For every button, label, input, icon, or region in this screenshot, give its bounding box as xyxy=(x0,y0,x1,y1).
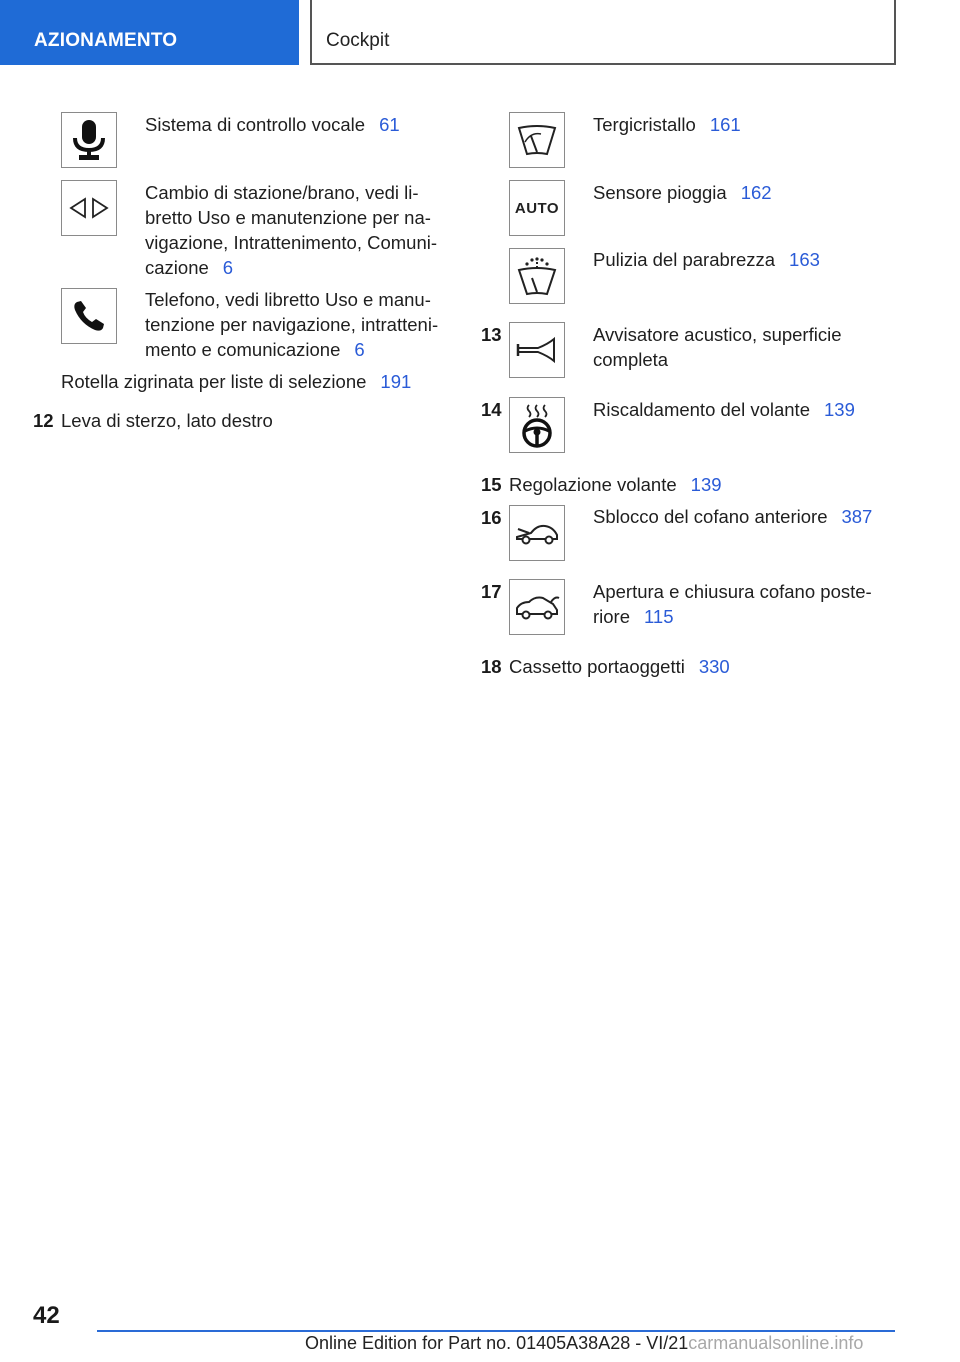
tailgate-entry: Apertura e chiusura cofano poste- riore 115 xyxy=(593,581,872,627)
page-link[interactable]: 139 xyxy=(690,474,722,495)
glovebox-entry: Cassetto portaoggetti 330 xyxy=(509,656,730,677)
chapter-tab[interactable] xyxy=(310,0,896,65)
item-number-13: 13 xyxy=(481,324,502,345)
item-number-14: 14 xyxy=(481,399,502,420)
page-link[interactable]: 6 xyxy=(354,339,365,360)
footer-divider xyxy=(97,1330,895,1332)
page-link[interactable]: 61 xyxy=(379,114,400,135)
station-arrows-icon xyxy=(61,180,117,236)
chapter-title: Cockpit xyxy=(326,30,390,51)
voice-control-entry: Sistema di controllo vocale 61 xyxy=(145,114,400,135)
page-link[interactable]: 163 xyxy=(789,249,820,270)
item-number-15: 15 xyxy=(481,474,502,495)
horn-entry: Avvisatore acustico, superficie completa xyxy=(593,324,842,370)
wiper-icon xyxy=(509,112,565,168)
rain-sensor-entry: Sensore pioggia 162 xyxy=(593,182,772,203)
watermark: carmanualsonline.info xyxy=(688,1333,864,1353)
heated-steering-wheel-entry: Riscaldamento del volante 139 xyxy=(593,399,855,420)
section-title: AZIONAMENTO xyxy=(34,30,178,51)
auto-icon: AUTO xyxy=(509,180,565,236)
washer-icon xyxy=(509,248,565,304)
page-link[interactable]: 6 xyxy=(222,257,234,278)
heated-steering-wheel-icon xyxy=(509,397,565,453)
page-link[interactable]: 387 xyxy=(841,506,873,527)
windshield-washer-entry: Pulizia del parabrezza 163 xyxy=(593,249,820,270)
phone-entry: Telefono, vedi libretto Uso e manu- tenzione per navigazione, intratteni- mento e comunicazione 6 xyxy=(145,289,439,360)
steering-adjustment-entry: Regolazione volante 139 xyxy=(509,474,722,495)
page-link[interactable]: 330 xyxy=(698,656,730,677)
item-number-16: 16 xyxy=(481,507,502,528)
item-number-18: 18 xyxy=(481,656,502,677)
horn-icon xyxy=(509,322,565,378)
page-link[interactable]: 115 xyxy=(644,606,674,627)
steering-lever-entry: Leva di sterzo, lato destro xyxy=(61,410,273,431)
page-link[interactable]: 161 xyxy=(709,114,741,135)
page-link[interactable]: 139 xyxy=(824,399,855,420)
page-number: 42 xyxy=(33,1302,60,1329)
footer-edition: Online Edition for Part no. 01405A38A28 - VI/21carmanualsonline.info xyxy=(305,1333,864,1353)
item-number-17: 17 xyxy=(481,581,502,602)
microphone-icon xyxy=(61,112,117,168)
station-change-entry: Cambio di stazione/brano, vedi li- bretto Uso e manutenzione per na- vigazione, Intrattenimento, Comuni- cazione 6 xyxy=(145,182,438,278)
page-link[interactable]: 191 xyxy=(380,371,412,392)
section-tab[interactable] xyxy=(0,0,299,65)
thumbwheel-entry: Rotella zigrinata per liste di selezione 191 xyxy=(61,371,412,392)
front-hood-icon xyxy=(509,505,565,561)
front-hood-entry: Sblocco del cofano anteriore 387 xyxy=(593,506,873,527)
wiper-entry: Tergicristallo 161 xyxy=(593,114,741,135)
page-link[interactable]: 162 xyxy=(740,182,772,203)
item-number-12: 12 xyxy=(33,410,54,431)
phone-icon xyxy=(61,288,117,344)
tailgate-icon xyxy=(509,579,565,635)
